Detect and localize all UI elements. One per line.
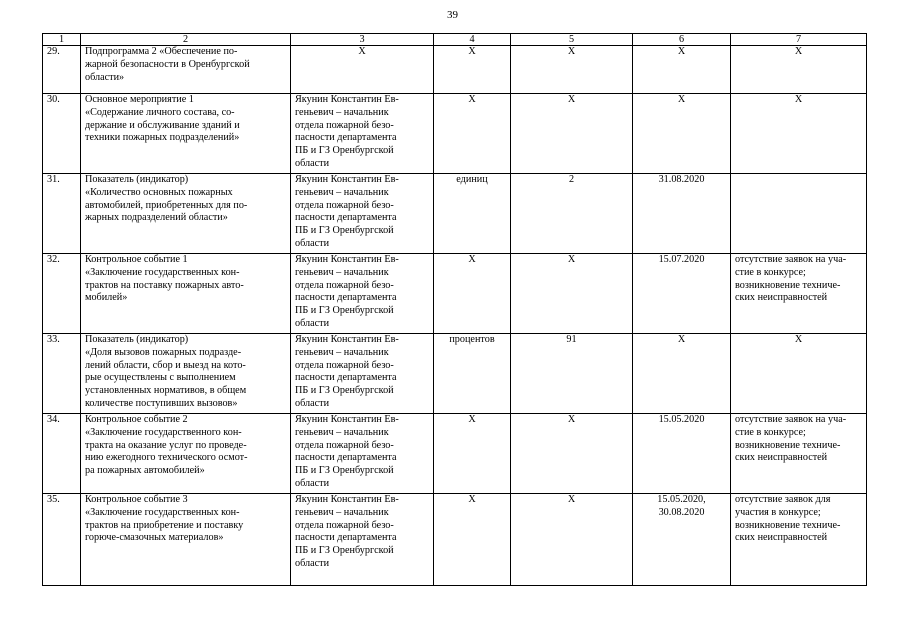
row-responsible: Якунин Константин Ев- геньевич – начальник отдела пожарной безо- пасности департамента ПБ и ГЗ Оренбургской области bbox=[291, 254, 434, 334]
row-name: Контрольное событие 2 «Заключение государственного кон- тракта на оказание услуг по проведе- нию ежегодного технического осмот- ра пожарных автомобилей» bbox=[81, 414, 291, 494]
row-unit: единиц bbox=[434, 174, 511, 254]
row-name: Показатель (индикатор) «Доля вызовов пожарных подразде- лений области, сбор и выезд на кото- рые осуществлены с выполнением установленных нормативов, в общем количестве поступивших вызовов» bbox=[81, 334, 291, 414]
row-responsible: Якунин Константин Ев- геньевич – начальник отдела пожарной безо- пасности департамента ПБ и ГЗ Оренбургской области bbox=[291, 494, 434, 586]
row-date: Х bbox=[633, 46, 731, 94]
row-value: 91 bbox=[511, 334, 633, 414]
row-risk: Х bbox=[731, 94, 867, 174]
column-header: 5 bbox=[511, 34, 633, 46]
row-unit: Х bbox=[434, 46, 511, 94]
row-date: 15.05.2020 bbox=[633, 414, 731, 494]
row-number: 30. bbox=[43, 94, 81, 174]
table-row bbox=[43, 334, 867, 414]
column-header: 4 bbox=[434, 34, 511, 46]
row-risk: Х bbox=[731, 334, 867, 414]
row-number: 31. bbox=[43, 174, 81, 254]
table-row bbox=[43, 46, 867, 94]
row-name: Подпрограмма 2 «Обеспечение по- жарной безопасности в Оренбургской области» bbox=[81, 46, 291, 94]
row-responsible: Якунин Константин Ев- геньевич – начальник отдела пожарной безо- пасности департамента ПБ и ГЗ Оренбургской области bbox=[291, 174, 434, 254]
table-row bbox=[43, 254, 867, 334]
row-risk bbox=[731, 174, 867, 254]
table-row bbox=[43, 174, 867, 254]
row-date: 15.05.2020, 30.08.2020 bbox=[633, 494, 731, 586]
table-header-row bbox=[43, 34, 867, 46]
row-risk: Х bbox=[731, 46, 867, 94]
row-risk: отсутствие заявок для участия в конкурсе; возникновение техниче- ских неисправностей bbox=[731, 494, 867, 586]
row-responsible: Якунин Константин Ев- геньевич – начальник отдела пожарной безо- пасности департамента ПБ и ГЗ Оренбургской области bbox=[291, 414, 434, 494]
row-name: Основное мероприятие 1 «Содержание личного состава, со- держание и обслуживание зданий и техники пожарных подразделений» bbox=[81, 94, 291, 174]
row-value: Х bbox=[511, 46, 633, 94]
row-number: 29. bbox=[43, 46, 81, 94]
column-header: 1 bbox=[43, 34, 81, 46]
row-name: Контрольное событие 1 «Заключение государственных кон- трактов на поставку пожарных авто- мобилей» bbox=[81, 254, 291, 334]
row-number: 33. bbox=[43, 334, 81, 414]
row-responsible: Якунин Константин Ев- геньевич – начальник отдела пожарной безо- пасности департамента ПБ и ГЗ Оренбургской области bbox=[291, 334, 434, 414]
row-risk: отсутствие заявок на уча- стие в конкурсе; возникновение техниче- ских неисправностей bbox=[731, 414, 867, 494]
row-risk: отсутствие заявок на уча- стие в конкурсе; возникновение техниче- ских неисправностей bbox=[731, 254, 867, 334]
events-table bbox=[42, 33, 867, 586]
column-header: 3 bbox=[291, 34, 434, 46]
row-responsible: Якунин Константин Ев- геньевич – начальник отдела пожарной безо- пасности департамента ПБ и ГЗ Оренбургской области bbox=[291, 94, 434, 174]
row-value: Х bbox=[511, 254, 633, 334]
row-name: Показатель (индикатор) «Количество основных пожарных автомобилей, приобретенных для по- жарных подразделений области» bbox=[81, 174, 291, 254]
row-value: Х bbox=[511, 414, 633, 494]
table-row bbox=[43, 414, 867, 494]
table-row bbox=[43, 494, 867, 586]
row-date: 15.07.2020 bbox=[633, 254, 731, 334]
row-number: 34. bbox=[43, 414, 81, 494]
column-header: 7 bbox=[731, 34, 867, 46]
row-number: 35. bbox=[43, 494, 81, 586]
row-value: Х bbox=[511, 94, 633, 174]
row-date: Х bbox=[633, 334, 731, 414]
row-date: 31.08.2020 bbox=[633, 174, 731, 254]
row-unit: Х bbox=[434, 94, 511, 174]
row-date: Х bbox=[633, 94, 731, 174]
row-value: 2 bbox=[511, 174, 633, 254]
row-responsible: Х bbox=[291, 46, 434, 94]
row-number: 32. bbox=[43, 254, 81, 334]
row-unit: Х bbox=[434, 254, 511, 334]
column-header: 2 bbox=[81, 34, 291, 46]
page-number: 39 bbox=[447, 9, 458, 21]
row-name: Контрольное событие 3 «Заключение государственных кон- трактов на приобретение и поставку горюче-смазочных материалов» bbox=[81, 494, 291, 586]
row-unit: процентов bbox=[434, 334, 511, 414]
row-value: Х bbox=[511, 494, 633, 586]
row-unit: Х bbox=[434, 414, 511, 494]
row-unit: Х bbox=[434, 494, 511, 586]
table-row bbox=[43, 94, 867, 174]
column-header: 6 bbox=[633, 34, 731, 46]
